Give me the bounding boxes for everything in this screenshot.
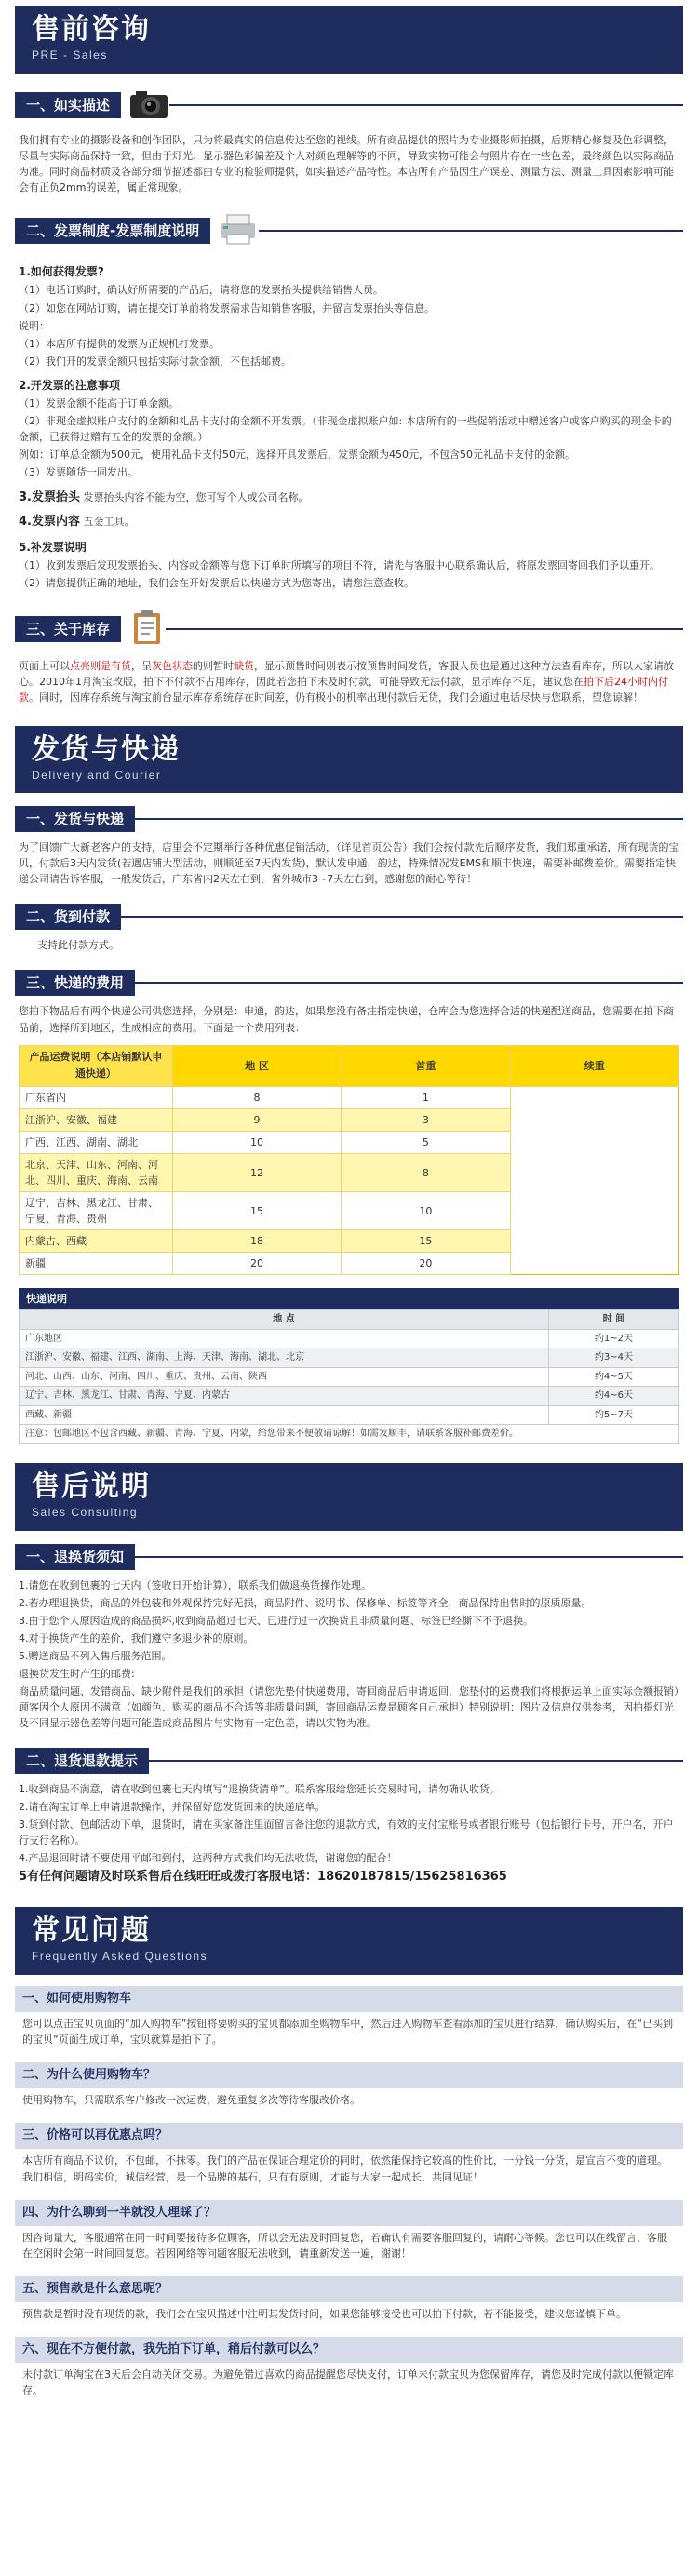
ship-table <box>19 1309 679 1444</box>
section-inventory <box>15 609 683 651</box>
fee-table <box>19 1045 679 1276</box>
section-heading: 二、发票制度-发票制度说明 <box>15 218 210 244</box>
fee-cell-region: 广东省内 <box>20 1086 173 1108</box>
section-heading: 一、发货与快递 <box>15 806 135 832</box>
fee-cell-extra: 8 <box>342 1154 510 1192</box>
section-rule <box>135 818 683 820</box>
fee-cell-region: 北京、天津、山东、河南、河北、四川、重庆、海南、云南 <box>20 1154 173 1192</box>
section-refund-tips <box>15 1748 683 1774</box>
section-rule <box>259 230 683 232</box>
section-return-notice <box>15 1544 683 1570</box>
fee-cell-first: 10 <box>172 1132 341 1154</box>
invoice-q1-line: （1）电话订购时，确认好所需要的产品后，请将您的发票抬头提供给销售人员。 <box>19 284 383 297</box>
return-line: 5.赠送商品不列入售后服务范围。 <box>19 1649 172 1662</box>
invoice-q1-line: （2）如您在网站订购，请在提交订单前将发票需求告知销售客服，并留言发票抬头等信息。 <box>19 302 435 315</box>
clipboard-icon <box>128 609 166 651</box>
fee-cell-first: 12 <box>172 1154 341 1192</box>
faq-question: 四、为什么聊到一半就没人理睬了？ <box>15 2200 683 2226</box>
section-rule <box>166 628 683 630</box>
aftersale-banner <box>15 1463 683 1531</box>
fee-cell-extra: 15 <box>342 1230 510 1253</box>
invoice-note-label: 说明： <box>19 319 49 332</box>
invoice-q2-line: 例如：订单总金额为500元，使用礼品卡支付50元，选择开具发票后，发票金额为450元，不包含50元礼品卡支付的金额。 <box>19 449 575 462</box>
presale-banner <box>15 6 683 74</box>
fee-cell-extra: 1 <box>342 1086 510 1108</box>
ship-cell-place: 江浙沪、安徽、福建、江西、湖南、上海、天津、海南、湖北、北京 <box>20 1348 549 1368</box>
ship-cell-time: 约3~4天 <box>549 1348 679 1368</box>
fee-row <box>20 1230 679 1253</box>
fee-cell-region: 江浙沪、安徽、福建 <box>20 1108 173 1131</box>
fee-cell-first: 15 <box>172 1192 341 1230</box>
fee-cell-first: 9 <box>172 1108 341 1131</box>
shipping-text: 为了回馈广大新老客户的支持，店里会不定期举行各种优惠促销活动，（详见首页公告）我们会按付款先后顺序发货，我们郑重承诺，所有现货的宝贝，付款后3天内发货(若遇店铺大型活动，则顺延至7天内发货)，默认发申通，韵达，特殊情况发EMS和顺丰快递，需要补邮费差价。需要指定快递公司请告诉客服，一般发货后，广东省内2天左右到，省外城市3~7天左右到，感谢您的耐心等待！ <box>19 841 679 886</box>
ship-cell-time: 约4~6天 <box>549 1387 679 1406</box>
ship-row <box>20 1329 679 1348</box>
fee-text: 您拍下物品后有两个快递公司供您选择，分别是：申通，韵达，如果您没有备注指定快递，仓库会为您选择合适的快递配送商品，您需要在拍下商品前，选择所到地区，生成相应的费用。下面是一个费用列表： <box>19 1005 674 1034</box>
faq-answer: 使用购物车，只需联系客户修改一次运费，避免重复多次等待客服改价格。 <box>22 2094 360 2107</box>
section-accurate-description <box>15 87 683 125</box>
fee-cell-region: 辽宁、吉林、黑龙江、甘肃、宁夏、青海、贵州 <box>20 1192 173 1230</box>
faq-banner <box>15 1907 683 1975</box>
fee-cell-first: 20 <box>172 1253 341 1275</box>
faq-question: 五、预售款是什么意思呢？ <box>15 2276 683 2302</box>
fee-cell-extra: 10 <box>342 1192 510 1230</box>
section-shipping <box>15 806 683 832</box>
invoice-q2-line: （2）非现金虚拟账户支付的金额和礼品卡支付的金额不开发票。（非现金虚拟账户如: 本店所有的一些促销活动中赠送客户或客户购买的现金卡的金额，已获得过赠有五金的发票的金额。） <box>19 415 672 444</box>
faq-answer: 预售款是暂时没有现货的款，我们会在宝贝描述中注明其发货时间，如果您能够接受也可以拍下付款，若不能接受，建议您谨慎下单。 <box>22 2307 626 2320</box>
fee-row <box>20 1108 679 1131</box>
section-heading: 一、退换货须知 <box>15 1544 135 1570</box>
delivery-banner <box>15 726 683 794</box>
inventory-text: 页面上可以点亮则是有货，呈灰色状态的则暂时缺货，显示预售时间则表示按预售时间发货，客服人员也是通过这种方法查看库存，所以大家请放心。2010年1月淘宝改版，拍下不付款不占用库存，因此若您拍下未及时付款，可能导致无法付款，显示库存不足，建议您在拍下后24小时内付款。同时，因库存系统与淘宝前台显示库存系统存在时间差，仍有极小的机率出现付款后无货，我们会通过电话尽快与您联系，望您谅解！ <box>19 659 674 704</box>
return-line: 3.由于您个人原因造成的商品损坏,收到商品超过七天、已进行过一次换货且非质量问题、标签已经撕下不予退换。 <box>19 1614 533 1627</box>
section-rule <box>169 104 683 106</box>
section-shipping-fee <box>15 970 683 996</box>
section-heading: 三、快递的费用 <box>15 970 135 996</box>
ship-cell-time: 约4~5天 <box>549 1367 679 1387</box>
printer-icon <box>218 212 259 250</box>
ship-col-time: 时 间 <box>549 1310 679 1330</box>
faq-subtitle: Frequently Asked Questions <box>32 1950 208 1964</box>
ship-cell-time: 约1~2天 <box>549 1329 679 1348</box>
section-rule <box>135 982 683 984</box>
invoice-q5: 5.补发票说明 <box>19 540 87 554</box>
ship-cell-place: 辽宁、吉林、黑龙江、甘肃、青海、宁夏、内蒙古 <box>20 1387 549 1406</box>
section-cod <box>15 904 683 930</box>
ship-cell-place: 西藏、新疆 <box>20 1405 549 1425</box>
return-line: 退换货发生时产生的邮费: <box>19 1667 135 1680</box>
invoice-q2: 2.开发票的注意事项 <box>19 378 120 392</box>
invoice-q1: 1.如何获得发票? <box>19 264 104 278</box>
refund-line: 3.货到付款、包邮活动下单，退货时，请在买家备注里面留言备注您的退款方式，有效的支付宝账号或者银行账号（包括银行卡号，开户名，开户行支行名称）。 <box>19 1818 674 1847</box>
section-invoice <box>15 212 683 250</box>
fee-cell-extra: 20 <box>342 1253 510 1275</box>
fee-cell-extra: 5 <box>342 1132 510 1154</box>
ship-row <box>20 1348 679 1368</box>
aftersale-subtitle: Sales Consulting <box>32 1505 139 1519</box>
fee-row <box>20 1253 679 1275</box>
faq-answer: 本店所有商品不议价，不包邮，不抹零。我们的产品在保证合理定价的同时，依然能保持它较高的性价比，一分钱一分货，是宣言不变的道理。我们相信，明码实价，诚信经营，是一个品牌的基石，只有有原则，才能与大家一起成长，共同见证！ <box>22 2154 667 2183</box>
return-line: 2.若办理退换货，商品的外包装和外观保持完好无损，商品附件、说明书、保修单、标签等齐全，商品保持出售时的原质原量。 <box>19 1596 592 1609</box>
refund-line: 4.产品退回时请不要使用平邮和到付，这两种方式我们均无法收货，谢谢您的配合！ <box>19 1852 397 1865</box>
fee-row <box>20 1086 679 1108</box>
refund-line: 1.收到商品不满意，请在收到包裹七天内填写“退换货清单”。联系客服给您延长交易时间，请勿确认收货。 <box>19 1782 500 1795</box>
faq-answer: 未付款订单淘宝在3天后会自动关闭交易。为避免错过喜欢的商品提醒您尽快支付，订单未付款宝贝为您保留库存，请您及时完成付款以便锁定库存。 <box>22 2368 674 2397</box>
return-line: 1.请您在收到包裹的七天内（签收日开始计算），联系我们做退换货操作处理。 <box>19 1578 371 1591</box>
ship-note: 注意：包邮地区不包含西藏、新疆、青海、宁夏、内蒙，给您带来不便敬请谅解！如需发顺丰，请联系客服补邮费差价。 <box>20 1425 679 1444</box>
refund-line: 2.请在淘宝订单上申请退款操作，并保留好您发货回来的快递底单。 <box>19 1800 326 1813</box>
fee-row <box>20 1154 679 1192</box>
section-heading: 二、退货退款提示 <box>15 1748 149 1774</box>
ship-cell-time: 约5~7天 <box>549 1405 679 1425</box>
presale-subtitle: PRE - Sales <box>32 48 108 61</box>
fee-side-label: 产品运费说明（本店铺默认申通快递） <box>20 1045 173 1086</box>
invoice-q4-label: 4.发票内容 <box>19 514 80 529</box>
invoice-note-line: （2）我们开的发票金额只包括实际付款金额，不包括邮费。 <box>19 355 291 368</box>
ship-cell-place: 河北、山西、山东、河南、四川、重庆、贵州、云南、陕西 <box>20 1367 549 1387</box>
ship-row <box>20 1367 679 1387</box>
camera-icon <box>128 87 169 125</box>
section-rule <box>135 1556 683 1558</box>
ship-col-place: 地 点 <box>20 1310 549 1330</box>
fee-cell-region: 新疆 <box>20 1253 173 1275</box>
faq-question: 一、如何使用购物车 <box>15 1986 683 2012</box>
section-rule <box>149 1760 683 1762</box>
delivery-subtitle: Delivery and Courier <box>32 768 162 782</box>
return-line: 商品质量问题、发错商品、缺少附件是我们的承担（请您先垫付快递费用，寄回商品后申请返回，您垫付的运费我们将根据运单上面实际金额报销）顾客因个人原因不满意（如颜色、购买的商品不合适等非质量问题，寄回商品运费是顾客自己承担）特别说明：图片及信息仅供参考，因拍摄灯光及不同显示器色差等问题可能造成商品图片与实物有一定色差，请以实物为准。 <box>19 1684 679 1729</box>
cod-text: 支持此付款方式。 <box>37 939 119 952</box>
ship-table-title: 快递说明 <box>19 1288 679 1309</box>
section-heading: 一、如实描述 <box>15 92 121 118</box>
faq-question: 六、现在不方便付款，我先拍下订单，稍后付款可以么？ <box>15 2337 683 2363</box>
section-rule <box>121 916 683 918</box>
invoice-q3-label: 3.发票抬头 <box>19 490 80 504</box>
refund-contact-line: 5有任何问题请及时联系售后在线旺旺或拨打客服电话：18620187815/15625816365 <box>19 1870 507 1885</box>
ship-cell-place: 广东地区 <box>20 1329 549 1348</box>
invoice-q2-line: （3）发票随货一同发出。 <box>19 466 138 479</box>
fee-col-region: 地 区 <box>172 1045 341 1086</box>
invoice-q5-line: （2）请您提供正确的地址，我们会在开好发票后以快递方式为您寄出，请您注意查收。 <box>19 577 414 590</box>
invoice-q3-text: 发票抬头内容不能为空，您可写个人或公司名称。 <box>83 490 309 503</box>
delivery-title: 发货与快递 <box>32 732 181 766</box>
invoice-note-line: （1）本店所有提供的发票为正规机打发票。 <box>19 337 220 350</box>
faq-question: 三、价格可以再优惠点吗？ <box>15 2123 683 2149</box>
fee-cell-first: 18 <box>172 1230 341 1253</box>
faq-question: 二、为什么使用购物车？ <box>15 2062 683 2088</box>
fee-row <box>20 1192 679 1230</box>
fee-cell-first: 8 <box>172 1086 341 1108</box>
fee-cell-extra: 3 <box>342 1108 510 1131</box>
faq-answer: 您可以点击宝贝页面的“加入购物车”按钮将要购买的宝贝都添加至购物车中，然后进入购物车查看添加的宝贝进行结算，确认购买后，在“已买到的宝贝”页面生成订单，宝贝就算是拍下了。 <box>22 2018 674 2046</box>
fee-cell-region: 广西、江西、湖南、湖北 <box>20 1132 173 1154</box>
fee-cell-region: 内蒙古、西藏 <box>20 1230 173 1253</box>
presale-title: 售前咨询 <box>32 13 151 46</box>
faq-title: 常见问题 <box>32 1914 151 1948</box>
faq-list <box>15 1986 683 2415</box>
section-heading: 二、货到付款 <box>15 904 121 930</box>
ship-row <box>20 1405 679 1425</box>
invoice-q4-text: 五金工具。 <box>83 515 135 528</box>
return-line: 4.对于换货产生的差价，我们遵守多退少补的原则。 <box>19 1631 254 1644</box>
description-text: 我们拥有专业的摄影设备和创作团队，只为将最真实的信息传达至您的视线。所有商品提供的照片为专业摄影师拍摄，后期精心修复及色彩调整，尽量与实际商品保持一致，但由于灯光、显示器色彩偏差及个人对颜色理解等的不同，导致实物可能会与照片存在一些色差，最终颜色以实际商品为准。同时商品材质及各部分细节描述都由专业的检验师提供，如实描述产品特性。本店所有产品因生产误差、测量方法、测量工具因素影响可能会有正负2mm的误差，属正常现象。 <box>19 133 674 194</box>
ship-row <box>20 1387 679 1406</box>
fee-row <box>20 1132 679 1154</box>
invoice-q2-line: （1）发票金额不能高于订单金额。 <box>19 397 179 410</box>
section-heading: 三、关于库存 <box>15 616 121 642</box>
fee-col-extra: 续重 <box>510 1045 678 1086</box>
faq-answer: 因咨询量大，客服通常在同一时间要接待多位顾客，所以会无法及时回复您，若确认有需要客服回复的，请耐心等候。您也可以在线留言，客服在空闲时会第一时间回复您。若因网络等问题客服无法收到，请重新发送一遍，谢谢！ <box>22 2231 667 2260</box>
fee-col-first: 首重 <box>342 1045 510 1086</box>
invoice-q5-line: （1）收到发票后发现发票抬头、内容或金额等与您下订单时所填写的项目不符，请先与客服中心联系确认后，将原发票回寄回我们予以重开。 <box>19 559 660 572</box>
aftersale-title: 售后说明 <box>32 1469 151 1503</box>
